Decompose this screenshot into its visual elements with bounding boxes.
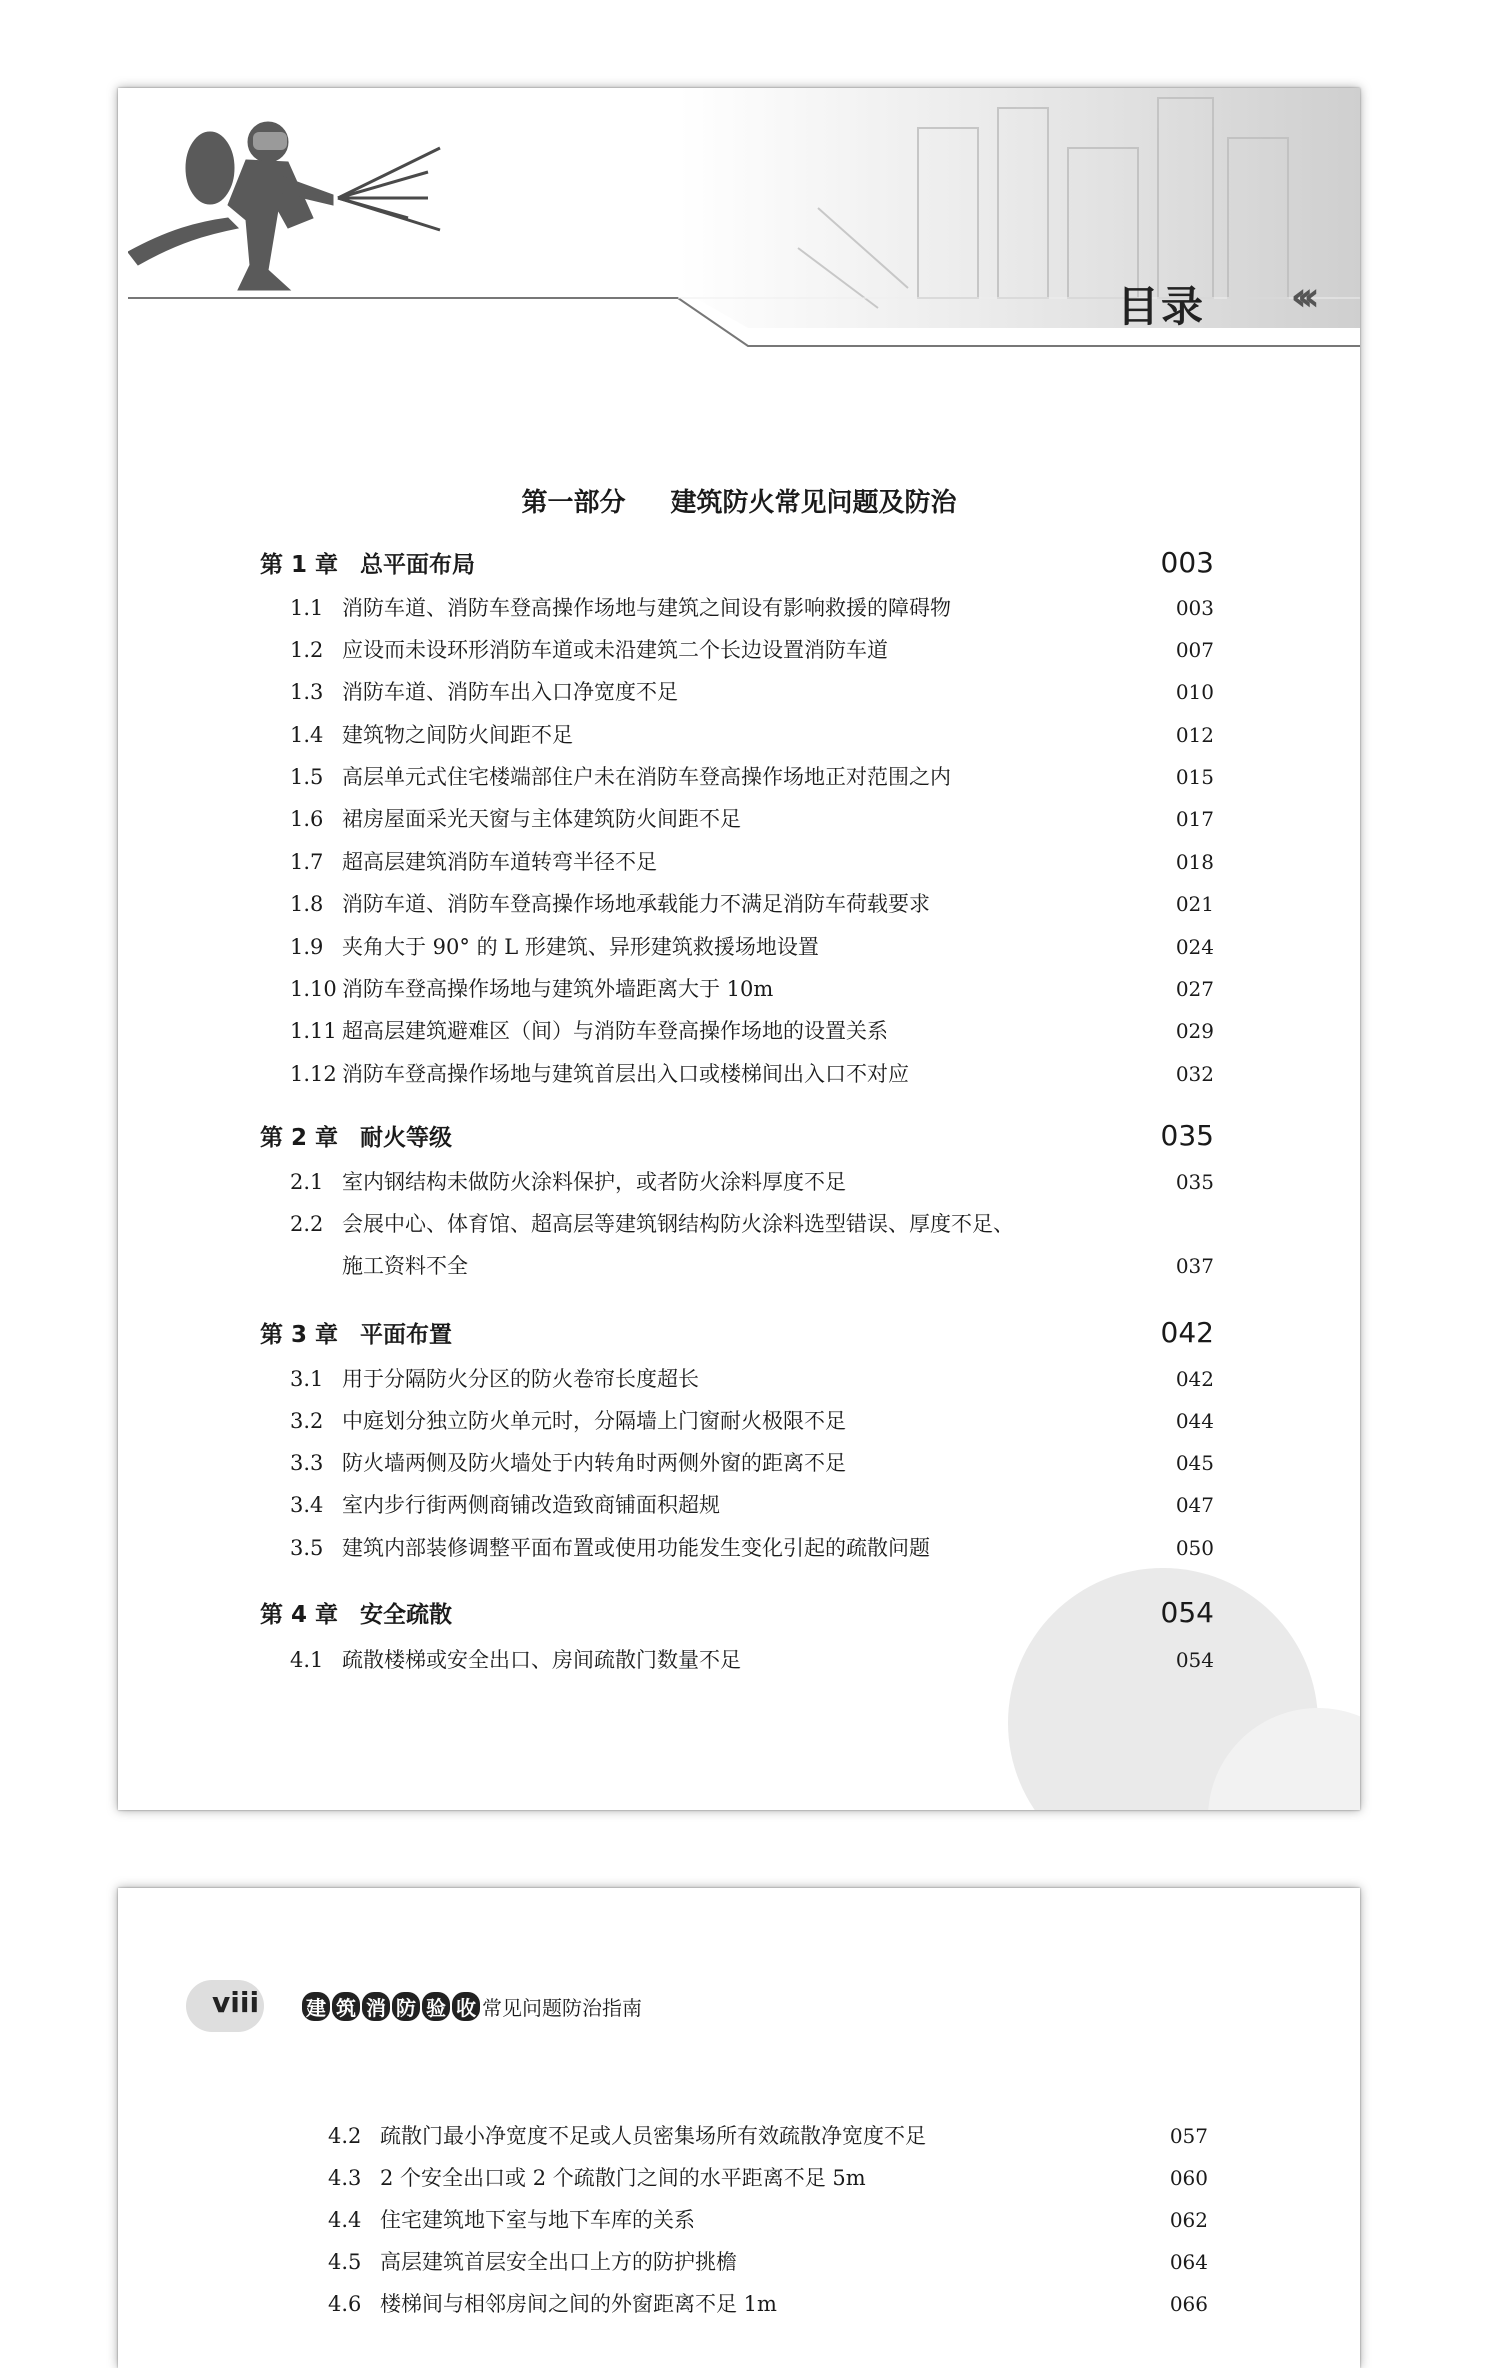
entry-text: 建筑物之间防火间距不足 — [342, 723, 573, 747]
entry-text: 疏散楼梯或安全出口、房间疏散门数量不足 — [342, 1648, 741, 1672]
chapter-number: 第 4 章 — [260, 1602, 339, 1628]
chapter-title: 安全疏散 — [360, 1602, 452, 1628]
entry-text: 消防车道、消防车登高操作场地承载能力不满足消防车荷载要求 — [342, 892, 930, 916]
entry-number: 3.3 — [290, 1451, 324, 1475]
chapter-page: 035 — [1160, 1119, 1214, 1152]
entry-page: 015 — [1175, 765, 1214, 789]
entry-number: 1.12 — [290, 1062, 337, 1086]
toc-entry[interactable] — [328, 2122, 1208, 2150]
entry-text: 高层单元式住宅楼端部住户未在消防车登高操作场地正对范围之内 — [342, 765, 951, 789]
toc-entry[interactable] — [328, 2206, 1208, 2234]
chapter-heading[interactable] — [260, 1316, 1214, 1349]
entry-page: 012 — [1175, 723, 1214, 747]
entry-page: 062 — [1169, 2208, 1208, 2232]
entry-number: 3.5 — [290, 1536, 324, 1560]
entry-page: 003 — [1175, 596, 1214, 620]
entry-text: 消防车登高操作场地与建筑外墙距离大于 10m — [342, 977, 774, 1001]
entry-text: 消防车道、消防车出入口净宽度不足 — [342, 680, 678, 704]
entry-number: 1.3 — [290, 680, 324, 704]
entry-text: 消防车道、消防车登高操作场地与建筑之间设有影响救援的障碍物 — [342, 596, 951, 620]
entry-number: 1.1 — [290, 596, 324, 620]
entry-page: 037 — [1175, 1254, 1214, 1278]
chapter-title: 耐火等级 — [360, 1125, 452, 1151]
toc-entry[interactable] — [328, 2248, 1208, 2276]
entry-page: 035 — [1175, 1170, 1214, 1194]
entry-text: 高层建筑首层安全出口上方的防护挑檐 — [380, 2250, 737, 2274]
chapter-number: 第 3 章 — [260, 1322, 339, 1348]
entry-text: 消防车登高操作场地与建筑首层出入口或楼梯间出入口不对应 — [342, 1062, 909, 1086]
chapter-page: 054 — [1160, 1596, 1214, 1629]
entry-text: 裙房屋面采光天窗与主体建筑防火间距不足 — [342, 807, 741, 831]
entry-text: 超高层建筑避难区（间）与消防车登高操作场地的设置关系 — [342, 1019, 888, 1043]
entry-page: 010 — [1175, 680, 1214, 704]
toc-entry[interactable] — [290, 1534, 1214, 1562]
entry-number: 1.5 — [290, 765, 324, 789]
entry-text: 施工资料不全 — [342, 1254, 468, 1278]
book-title-char: 验 — [422, 1992, 450, 2021]
entry-page: 032 — [1175, 1062, 1214, 1086]
toc-entry[interactable] — [290, 1168, 1214, 1196]
toc-entry[interactable] — [290, 1060, 1214, 1088]
chapter-number: 第 2 章 — [260, 1125, 339, 1151]
toc-entry[interactable] — [290, 805, 1214, 833]
book-title-char: 收 — [452, 1992, 480, 2021]
toc-entry[interactable] — [290, 848, 1214, 876]
chapter-heading[interactable] — [260, 1119, 1214, 1152]
toc-entry[interactable] — [290, 1449, 1214, 1477]
entry-text: 2 个安全出口或 2 个疏散门之间的水平距离不足 5m — [380, 2166, 866, 2190]
entry-page: 021 — [1175, 892, 1214, 916]
toc-entry[interactable] — [290, 678, 1214, 706]
entry-number: 3.1 — [290, 1367, 324, 1391]
part-name: 建筑防火常见问题及防治 — [670, 488, 957, 518]
entry-number: 1.9 — [290, 935, 324, 959]
book-title-rest: 常见问题防治指南 — [482, 1996, 642, 2020]
entry-text: 夹角大于 90° 的 L 形建筑、异形建筑救援场地设置 — [342, 935, 819, 959]
entry-page: 017 — [1175, 807, 1214, 831]
entry-page: 044 — [1175, 1409, 1214, 1433]
toc-entry[interactable] — [290, 1407, 1214, 1435]
chevrons-icon: ‹‹‹ — [1290, 274, 1310, 320]
entry-number: 1.7 — [290, 850, 324, 874]
entry-number: 1.4 — [290, 723, 324, 747]
entry-number: 1.8 — [290, 892, 324, 916]
chapter-page: 042 — [1160, 1316, 1214, 1349]
toc-entry[interactable] — [290, 594, 1214, 622]
entry-text: 疏散门最小净宽度不足或人员密集场所有效疏散净宽度不足 — [380, 2124, 926, 2148]
toc-entry[interactable] — [290, 933, 1214, 961]
entry-number: 2.2 — [290, 1212, 324, 1236]
entry-page: 042 — [1175, 1367, 1214, 1391]
entry-page: 007 — [1175, 638, 1214, 662]
entry-text: 会展中心、体育馆、超高层等建筑钢结构防火涂料选型错误、厚度不足、 — [342, 1212, 1014, 1236]
entry-text: 建筑内部装修调整平面布置或使用功能发生变化引起的疏散问题 — [342, 1536, 930, 1560]
page-number: viii — [212, 1986, 260, 2019]
entry-number: 1.6 — [290, 807, 324, 831]
toc-entry[interactable] — [290, 1646, 1214, 1674]
toc-page-2 — [118, 1888, 1360, 2368]
chapter-title: 总平面布局 — [360, 552, 475, 578]
entry-number: 2.1 — [290, 1170, 324, 1194]
toc-entry[interactable] — [290, 1365, 1214, 1393]
entry-page: 047 — [1175, 1493, 1214, 1517]
toc-entry[interactable] — [290, 636, 1214, 664]
firefighter-icon — [128, 100, 458, 300]
entry-text: 室内钢结构未做防火涂料保护，或者防火涂料厚度不足 — [342, 1170, 846, 1194]
toc-entry[interactable] — [290, 1017, 1214, 1045]
entry-number: 4.2 — [328, 2124, 362, 2148]
entry-text: 室内步行街两侧商铺改造致商铺面积超规 — [342, 1493, 720, 1517]
entry-number: 4.5 — [328, 2250, 362, 2274]
entry-text: 楼梯间与相邻房间之间的外窗距离不足 1m — [380, 2292, 777, 2316]
entry-page: 045 — [1175, 1451, 1214, 1475]
book-title-char: 防 — [392, 1992, 420, 2021]
toc-title: 目录 — [1116, 282, 1205, 331]
chapter-heading[interactable] — [260, 546, 1214, 579]
toc-entry[interactable] — [290, 1491, 1214, 1519]
book-title-char: 建 — [302, 1992, 330, 2021]
part-title — [118, 482, 1360, 519]
entry-text: 住宅建筑地下室与地下车库的关系 — [380, 2208, 695, 2232]
entry-number: 1.10 — [290, 977, 337, 1001]
chapter-number: 第 1 章 — [260, 552, 339, 578]
entry-page: 060 — [1169, 2166, 1208, 2190]
entry-number: 1.11 — [290, 1019, 337, 1043]
chapter-page: 003 — [1160, 546, 1214, 579]
entry-number: 1.2 — [290, 638, 324, 662]
toc-entry[interactable] — [290, 1210, 1214, 1238]
entry-page: 018 — [1175, 850, 1214, 874]
entry-page: 054 — [1175, 1648, 1214, 1672]
toc-entry[interactable] — [290, 975, 1214, 1003]
entry-page: 050 — [1175, 1536, 1214, 1560]
toc-entry[interactable] — [328, 2164, 1208, 2192]
book-title — [302, 1992, 642, 2021]
entry-text: 用于分隔防火分区的防火卷帘长度超长 — [342, 1367, 699, 1391]
toc-entry-continued[interactable] — [290, 1252, 1214, 1280]
entry-page: 029 — [1175, 1019, 1214, 1043]
entry-page: 027 — [1175, 977, 1214, 1001]
entry-number: 3.2 — [290, 1409, 324, 1433]
entry-number: 3.4 — [290, 1493, 324, 1517]
book-title-char: 筑 — [332, 1992, 360, 2021]
part-label: 第一部分 — [521, 488, 626, 518]
chapter-title: 平面布置 — [360, 1322, 452, 1348]
entry-page: 024 — [1175, 935, 1214, 959]
entry-number: 4.3 — [328, 2166, 362, 2190]
entry-number: 4.6 — [328, 2292, 362, 2316]
entry-page: 064 — [1169, 2250, 1208, 2274]
entry-page: 066 — [1169, 2292, 1208, 2316]
entry-number: 4.1 — [290, 1648, 324, 1672]
book-title-char: 消 — [362, 1992, 390, 2021]
entry-text: 中庭划分独立防火单元时，分隔墙上门窗耐火极限不足 — [342, 1409, 846, 1433]
toc-entry[interactable] — [290, 890, 1214, 918]
entry-number: 4.4 — [328, 2208, 362, 2232]
chapter-heading[interactable] — [260, 1596, 1214, 1629]
entry-text: 防火墙两侧及防火墙处于内转角时两侧外窗的距离不足 — [342, 1451, 846, 1475]
toc-entry[interactable] — [290, 763, 1214, 791]
toc-entry[interactable] — [290, 721, 1214, 749]
toc-entry[interactable] — [328, 2290, 1208, 2318]
toc-page-1 — [118, 88, 1360, 1810]
entry-page: 057 — [1169, 2124, 1208, 2148]
entry-text: 应设而未设环形消防车道或未沿建筑二个长边设置消防车道 — [342, 638, 888, 662]
entry-text: 超高层建筑消防车道转弯半径不足 — [342, 850, 657, 874]
